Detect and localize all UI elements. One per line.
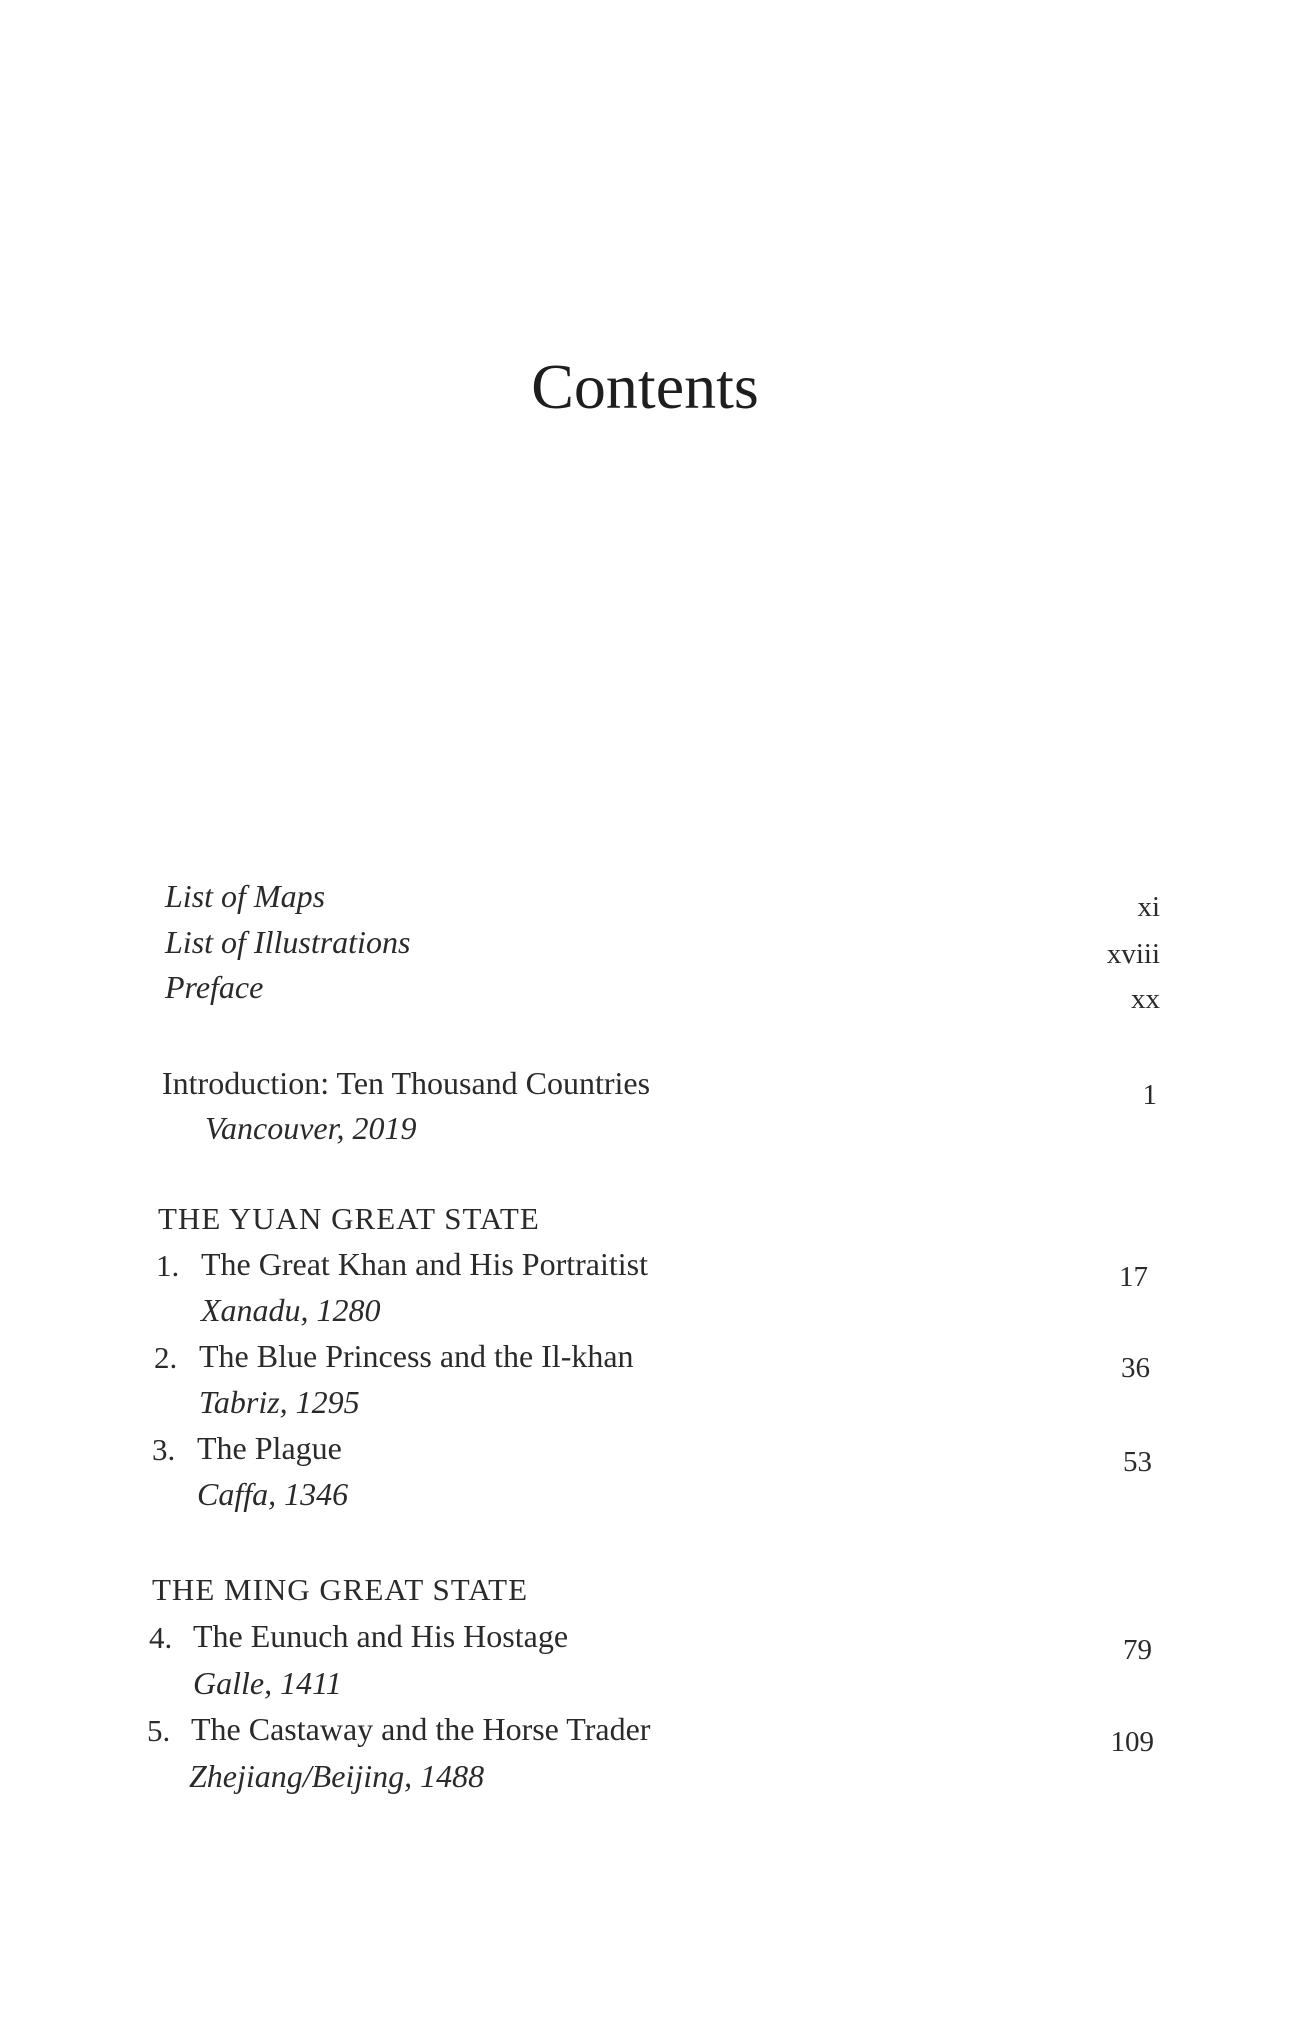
section-heading: THE MING GREAT STATE [152,1572,529,1607]
page-number: 109 [1110,1726,1154,1758]
chapter-title: The Eunuch and His Hostage [193,1618,569,1654]
chapter-number: 2. [154,1340,178,1375]
chapter-place: Zhejiang/Beijing, 1488 [189,1758,485,1794]
chapter-number: 3. [152,1432,176,1467]
page-number: 36 [1121,1352,1150,1384]
chapter-title: The Castaway and the Horse Trader [191,1711,651,1747]
section-heading: THE YUAN GREAT STATE [158,1201,540,1236]
chapter-title: The Plague [197,1430,342,1466]
chapter-place: Xanadu, 1280 [201,1292,381,1328]
front-matter-item: List of Illustrations [165,924,411,960]
page-number: 79 [1123,1634,1152,1666]
page-number: 17 [1119,1261,1148,1293]
page-number: xx [1131,983,1160,1015]
page-number: xi [1137,891,1160,923]
chapter-number: 5. [147,1713,171,1748]
chapter-place: Caffa, 1346 [197,1476,349,1512]
chapter-number: 4. [149,1620,173,1655]
chapter-place: Galle, 1411 [193,1665,342,1701]
page-number: 53 [1123,1446,1152,1478]
front-matter-item: Preface [165,969,264,1005]
chapter-place: Vancouver, 2019 [205,1110,417,1146]
introduction-title: Introduction: Ten Thousand Countries [162,1065,651,1101]
page-number: xviii [1106,938,1160,970]
front-matter-item: List of Maps [165,878,326,914]
page-title: Contents [531,351,759,422]
chapter-title: The Blue Princess and the Il-khan [199,1338,634,1374]
chapter-title: The Great Khan and His Portraitist [201,1246,648,1282]
chapter-place: Tabriz, 1295 [199,1384,360,1420]
page-number: 1 [1142,1079,1157,1111]
chapter-number: 1. [156,1248,180,1283]
